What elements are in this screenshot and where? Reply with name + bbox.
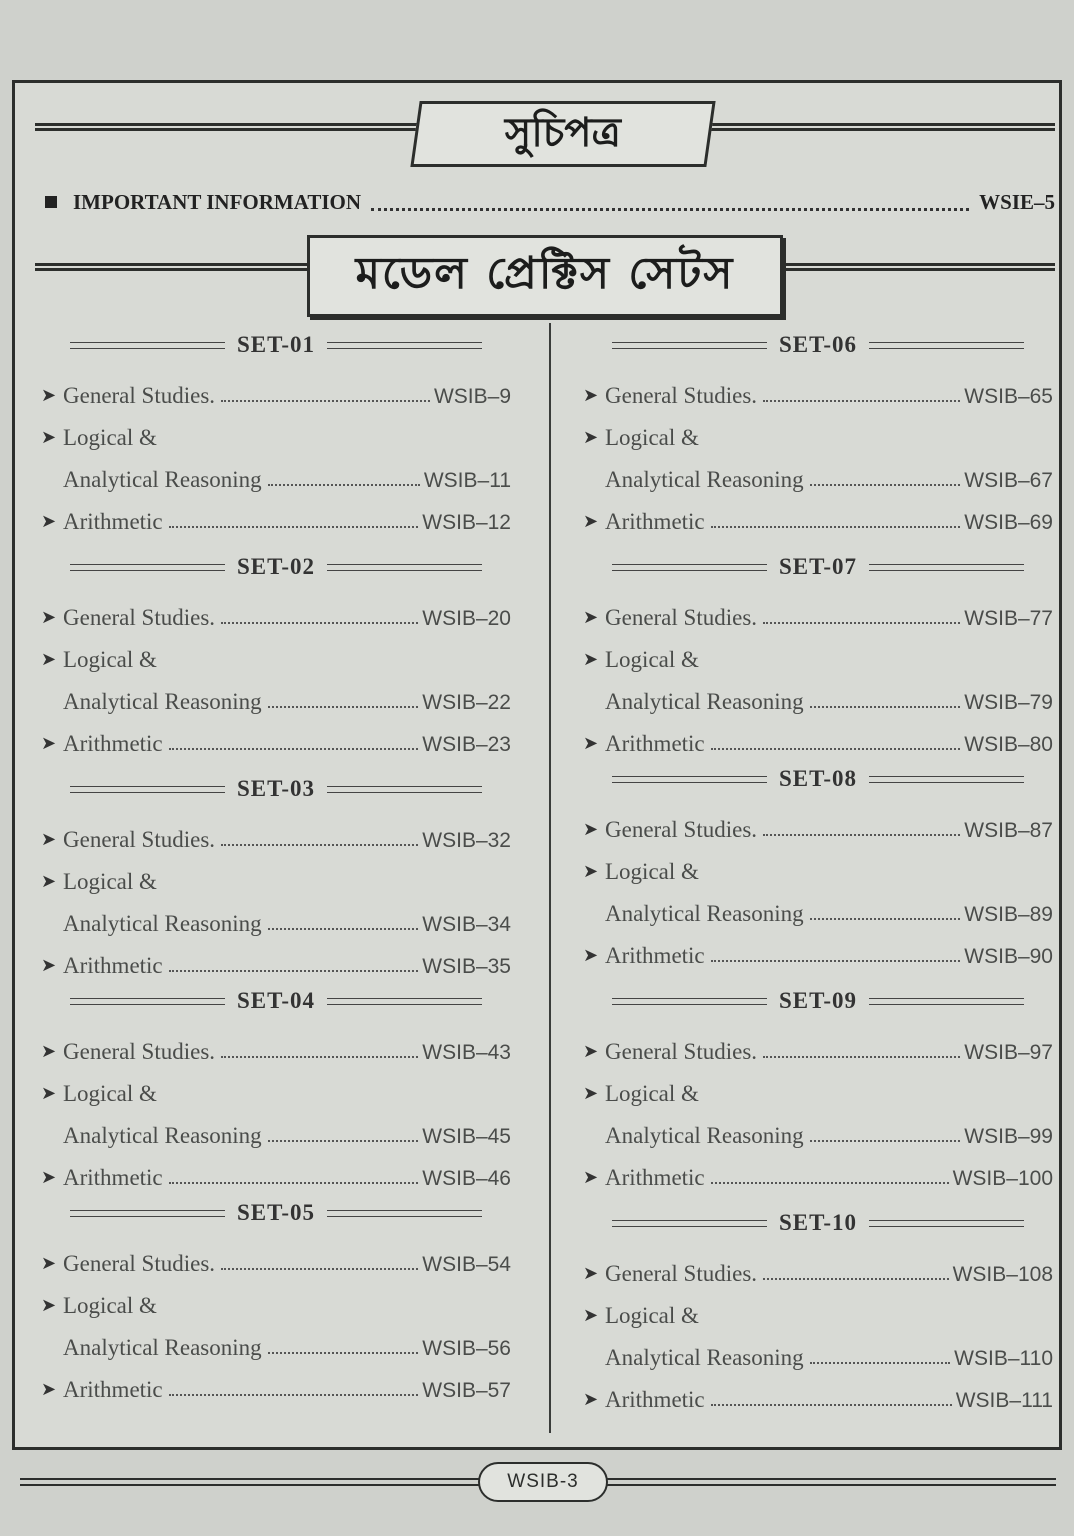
set-spacer [583,1191,1053,1201]
entry-label: Logical & [63,1293,157,1318]
arrow-bullet-icon: ➤ [41,1379,57,1399]
arrow-bullet-icon: ➤ [41,955,57,975]
entry-label: General Studies. [605,383,758,408]
leader-dots [268,1140,419,1142]
toc-entry-general-studies[interactable] [41,589,511,631]
page-number-badge: WSIB-3 [478,1462,608,1502]
set-label: SET-01 [236,332,316,357]
arrow-bullet-icon: ➤ [41,1295,57,1315]
left-column [41,323,511,1403]
entry-label: Analytical Reasoning [63,467,262,492]
entry-label: Arithmetic [605,509,705,534]
entry-label: Arithmetic [605,731,705,756]
section-title-box [307,235,783,317]
toc-entry-logical-heading[interactable] [583,843,1053,885]
contents-page [12,80,1062,1450]
entry-label: Logical & [605,859,699,884]
entry-page: WSIB–34 [422,913,511,936]
column-divider [549,323,551,1433]
set-label: SET-05 [236,1200,316,1225]
right-column [583,323,1053,1413]
arrow-bullet-icon: ➤ [41,1083,57,1103]
set-heading [583,757,1053,801]
entry-page: WSIB–79 [964,691,1053,714]
leader-dots [169,1394,419,1396]
toc-entry-arithmetic[interactable] [41,1149,511,1191]
entry-page: WSIB–100 [952,1167,1053,1190]
leader-dots [169,970,419,972]
entry-page: WSIB–80 [964,733,1053,756]
entry-label: Analytical Reasoning [605,1345,804,1370]
leader-dots [711,1182,949,1184]
set-rule-left [70,342,225,349]
toc-entry-arithmetic[interactable] [583,1371,1053,1413]
arrow-bullet-icon: ➤ [583,607,599,627]
entry-label: General Studies. [605,1261,758,1286]
entry-page: WSIB–32 [422,829,511,852]
set-rule-right [869,1220,1024,1227]
leader-dots [268,484,420,486]
toc-entry-analytical-reasoning[interactable] [583,1107,1053,1149]
toc-entry-general-studies[interactable] [583,1023,1053,1065]
entry-label: Analytical Reasoning [63,1123,262,1148]
entry-label: General Studies. [63,1251,216,1276]
title-rule-left [35,123,425,131]
entry-page: WSIB–46 [422,1167,511,1190]
leader-dots [763,622,960,624]
toc-entry-analytical-reasoning[interactable] [41,451,511,493]
arrow-bullet-icon: ➤ [583,733,599,753]
toc-entry-analytical-reasoning[interactable] [41,1107,511,1149]
arrow-bullet-icon: ➤ [41,607,57,627]
arrow-bullet-icon: ➤ [41,829,57,849]
leader-dots [810,918,961,920]
set-rule-right [327,786,482,793]
entry-label: Arithmetic [605,1387,705,1412]
set-heading [583,979,1053,1023]
entry-page: WSIB–87 [964,819,1053,842]
toc-entry-arithmetic[interactable] [583,715,1053,757]
entry-page: WSIB–111 [955,1389,1053,1412]
entry-page: WSIB–99 [964,1125,1053,1148]
entry-page: WSIB–56 [422,1337,511,1360]
toc-entry-arithmetic[interactable] [583,493,1053,535]
leader-dots [371,202,969,211]
arrow-bullet-icon: ➤ [41,649,57,669]
arrow-bullet-icon: ➤ [41,385,57,405]
set-rule-right [327,564,482,571]
entry-label: Logical & [63,1081,157,1106]
toc-entry-arithmetic[interactable] [41,493,511,535]
entry-page: WSIB–23 [422,733,511,756]
entry-label: Analytical Reasoning [605,689,804,714]
toc-entry-general-studies[interactable] [583,367,1053,409]
set-rule-left [70,786,225,793]
toc-entry-arithmetic[interactable] [41,1361,511,1403]
leader-dots [169,748,419,750]
entry-label: Logical & [605,1303,699,1328]
arrow-bullet-icon: ➤ [583,427,599,447]
set-label: SET-03 [236,776,316,801]
set-rule-left [612,998,767,1005]
set-rule-right [327,342,482,349]
entry-label: General Studies. [63,605,216,630]
set-spacer [41,535,511,545]
arrow-bullet-icon: ➤ [583,1389,599,1409]
leader-dots [711,748,961,750]
toc-entry-general-studies[interactable] [41,1235,511,1277]
entry-label: Logical & [605,425,699,450]
arrow-bullet-icon: ➤ [583,1305,599,1325]
leader-dots [169,1182,419,1184]
leader-dots [711,526,961,528]
entry-label: Logical & [605,647,699,672]
leader-dots [711,1404,952,1406]
set-heading [41,323,511,367]
section-title: মডেল প্রেক্টিস সেটস [355,247,735,299]
leader-dots [221,400,430,402]
arrow-bullet-icon: ➤ [41,1253,57,1273]
arrow-bullet-icon: ➤ [583,385,599,405]
entry-page: WSIB–77 [964,607,1053,630]
entry-label: General Studies. [605,1039,758,1064]
entry-page: WSIB–20 [422,607,511,630]
entry-label: Logical & [605,1081,699,1106]
entry-page: WSIB–57 [422,1379,511,1402]
section-rule-left [35,263,315,271]
arrow-bullet-icon: ➤ [41,1167,57,1187]
title-rule-right [695,123,1055,131]
set-label: SET-09 [778,988,858,1013]
set-rule-right [869,776,1024,783]
arrow-bullet-icon: ➤ [583,1263,599,1283]
arrow-bullet-icon: ➤ [583,1083,599,1103]
arrow-bullet-icon: ➤ [41,733,57,753]
entry-label: Arithmetic [63,953,163,978]
leader-dots [810,1140,961,1142]
entry-page: WSIB–67 [964,469,1053,492]
toc-entry-logical-heading[interactable] [583,1065,1053,1107]
leader-dots [763,1056,960,1058]
leader-dots [810,1362,951,1364]
toc-entry-logical-heading[interactable] [583,1287,1053,1329]
entry-page: WSIB–54 [422,1253,511,1276]
entry-label: Arithmetic [63,1377,163,1402]
entry-page: WSIB–69 [964,511,1053,534]
toc-entry-analytical-reasoning[interactable] [583,673,1053,715]
leader-dots [221,622,418,624]
entry-page: WSIB–89 [964,903,1053,926]
footer-rule-left [20,1478,480,1486]
toc-entry-logical-heading[interactable] [583,631,1053,673]
square-bullet-icon [45,196,57,208]
arrow-bullet-icon: ➤ [583,511,599,531]
arrow-bullet-icon: ➤ [583,861,599,881]
entry-page: WSIB–65 [964,385,1053,408]
arrow-bullet-icon: ➤ [41,511,57,531]
set-rule-left [612,342,767,349]
set-rule-left [70,998,225,1005]
entry-label: Arithmetic [63,509,163,534]
contents-title: সুচিপত্র [505,109,621,156]
entry-label: Analytical Reasoning [605,467,804,492]
toc-entry-arithmetic[interactable] [41,937,511,979]
toc-entry-logical-heading[interactable] [583,409,1053,451]
set-rule-right [327,1210,482,1217]
entry-page: WSIB–22 [422,691,511,714]
leader-dots [763,834,960,836]
leader-dots [268,1352,419,1354]
leader-dots [268,706,419,708]
entry-label: General Studies. [63,383,216,408]
set-label: SET-02 [236,554,316,579]
set-rule-right [869,342,1024,349]
set-label: SET-07 [778,554,858,579]
set-spacer [583,969,1053,979]
set-rule-left [612,1220,767,1227]
toc-entry-analytical-reasoning[interactable] [41,673,511,715]
entry-page: WSIB–45 [422,1125,511,1148]
entry-label: Analytical Reasoning [63,911,262,936]
entry-page: WSIB–90 [964,945,1053,968]
toc-entry-logical-heading[interactable] [41,1065,511,1107]
entry-label: Logical & [63,869,157,894]
entry-page: WSIB–97 [964,1041,1053,1064]
set-label: SET-10 [778,1210,858,1235]
entry-label: General Studies. [63,1039,216,1064]
leader-dots [711,960,961,962]
set-spacer [583,535,1053,545]
toc-entry-analytical-reasoning[interactable] [583,451,1053,493]
set-rule-right [869,564,1024,571]
leader-dots [763,1278,949,1280]
toc-entry-general-studies[interactable] [41,811,511,853]
entry-label: Arithmetic [605,943,705,968]
set-heading [41,545,511,589]
entry-label: General Studies. [605,605,758,630]
set-label: SET-08 [778,766,858,791]
arrow-bullet-icon: ➤ [583,649,599,669]
leader-dots [221,1056,418,1058]
toc-entry-arithmetic[interactable] [583,1149,1053,1191]
entry-label: Analytical Reasoning [605,1123,804,1148]
entry-label: Analytical Reasoning [63,1335,262,1360]
entry-page: WSIB–11 [423,469,511,492]
toc-entry-general-studies[interactable] [41,367,511,409]
entry-page: WSIB–110 [954,1347,1053,1370]
toc-entry-logical-heading[interactable] [41,853,511,895]
entry-label: General Studies. [605,817,758,842]
toc-entry-general-studies[interactable] [583,801,1053,843]
toc-entry-analytical-reasoning[interactable] [41,1319,511,1361]
entry-page: WSIB–108 [952,1263,1053,1286]
important-info-page: WSIE–5 [979,189,1055,214]
entry-label: Arithmetic [63,1165,163,1190]
entry-page: WSIB–35 [422,955,511,978]
section-rule-right [781,263,1055,271]
set-heading [41,767,511,811]
arrow-bullet-icon: ➤ [41,1041,57,1061]
toc-entry-logical-heading[interactable] [41,409,511,451]
toc-entry-general-studies[interactable] [583,1245,1053,1287]
arrow-bullet-icon: ➤ [41,427,57,447]
toc-entry-logical-heading[interactable] [41,1277,511,1319]
entry-page: WSIB–12 [422,511,511,534]
set-rule-right [869,998,1024,1005]
entry-label: General Studies. [63,827,216,852]
toc-entry-analytical-reasoning[interactable] [583,885,1053,927]
arrow-bullet-icon: ➤ [41,871,57,891]
leader-dots [810,484,961,486]
set-label: SET-06 [778,332,858,357]
contents-title-box [410,101,715,167]
entry-label: Arithmetic [63,731,163,756]
arrow-bullet-icon: ➤ [583,1041,599,1061]
leader-dots [221,1268,418,1270]
arrow-bullet-icon: ➤ [583,1167,599,1187]
toc-entry-general-studies[interactable] [41,1023,511,1065]
set-heading [583,545,1053,589]
set-heading [41,979,511,1023]
set-rule-left [70,1210,225,1217]
entry-page: WSIB–43 [422,1041,511,1064]
toc-entry-arithmetic[interactable] [41,715,511,757]
important-info-label: IMPORTANT INFORMATION [73,189,362,214]
arrow-bullet-icon: ➤ [583,819,599,839]
leader-dots [763,400,960,402]
set-rule-left [70,564,225,571]
entry-page: WSIB–9 [433,385,511,408]
leader-dots [810,706,961,708]
set-spacer [41,757,511,767]
arrow-bullet-icon: ➤ [583,945,599,965]
entry-label: Analytical Reasoning [605,901,804,926]
entry-label: Logical & [63,425,157,450]
important-info-row[interactable] [45,189,1055,215]
toc-entry-logical-heading[interactable] [41,631,511,673]
leader-dots [169,526,419,528]
toc-entry-analytical-reasoning[interactable] [41,895,511,937]
set-heading [41,1191,511,1235]
set-heading [583,1201,1053,1245]
set-rule-left [612,776,767,783]
footer-rule-right [606,1478,1056,1486]
set-label: SET-04 [236,988,316,1013]
leader-dots [268,928,419,930]
leader-dots [221,844,418,846]
toc-entry-arithmetic[interactable] [583,927,1053,969]
set-rule-left [612,564,767,571]
toc-entry-analytical-reasoning[interactable] [583,1329,1053,1371]
entry-label: Logical & [63,647,157,672]
set-heading [583,323,1053,367]
set-rule-right [327,998,482,1005]
toc-entry-general-studies[interactable] [583,589,1053,631]
entry-label: Arithmetic [605,1165,705,1190]
entry-label: Analytical Reasoning [63,689,262,714]
